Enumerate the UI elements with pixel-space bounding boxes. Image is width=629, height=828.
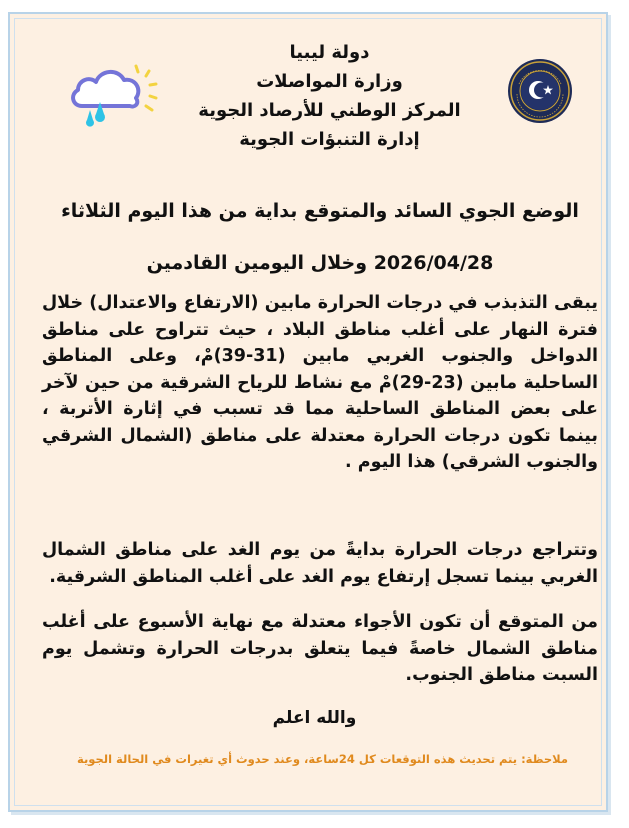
paragraph-tomorrow: وتتراجع درجات الحرارة بدايةً من يوم الغد على مناطق الشمال الغربي بينما تسجل إرتفاع يوم الغد على أغلب المناطق الشرقية. (42, 540, 598, 587)
closing-phrase: والله اعلم (272, 708, 357, 728)
center-name: المركز الوطني للأرصاد الجوية (198, 100, 461, 121)
paragraph-temperatures: يبقى التذبذب في درجات الحرارة مابين (الارتفاع والاعتدال) خلال فترة النهار على أغلب مناطق البلاد ، حيث تتراوح على مناطق الدواخل والجنوب الغربي مابين (31-39)مْ، وعلى المناطق الساحلية مابين (23-29)مْ مع نشاط للرياح الشرقية من حين لآخر على بعض المناطق الساحلية مما قد تسبب في إثارة الأتربة ، بينما تكون درجات الحرارة معتدلة على مناطق (الشمال الشرقي والجنوب الشرقي) هذا اليوم . (42, 293, 598, 472)
update-note: ملاحظة: يتم تحديث هذه التوقعات كل 24ساعة، وعند حدوث أي تغيرات في الحالة الجوية (77, 752, 568, 766)
report-date-line: 2026/04/28 وخلال اليومين القادمين (146, 252, 494, 274)
paragraph-weekend: من المتوقع أن تكون الأجواء معتدلة مع نهاية الأسبوع على أغلب مناطق الشمال خاصةً فيما يتعلق بدرجات الحرارة وتشمل يوم السبت مناطق الجنوب. (42, 612, 598, 685)
ministry-name: وزارة المواصلات (256, 71, 403, 92)
report-title: الوضع الجوي السائد والمتوقع بداية من هذا اليوم الثلاثاء (61, 200, 579, 222)
department-name: إدارة التنبؤات الجوية (239, 129, 420, 150)
header-block (0, 38, 629, 154)
country-name: دولة ليبيا (289, 42, 370, 63)
